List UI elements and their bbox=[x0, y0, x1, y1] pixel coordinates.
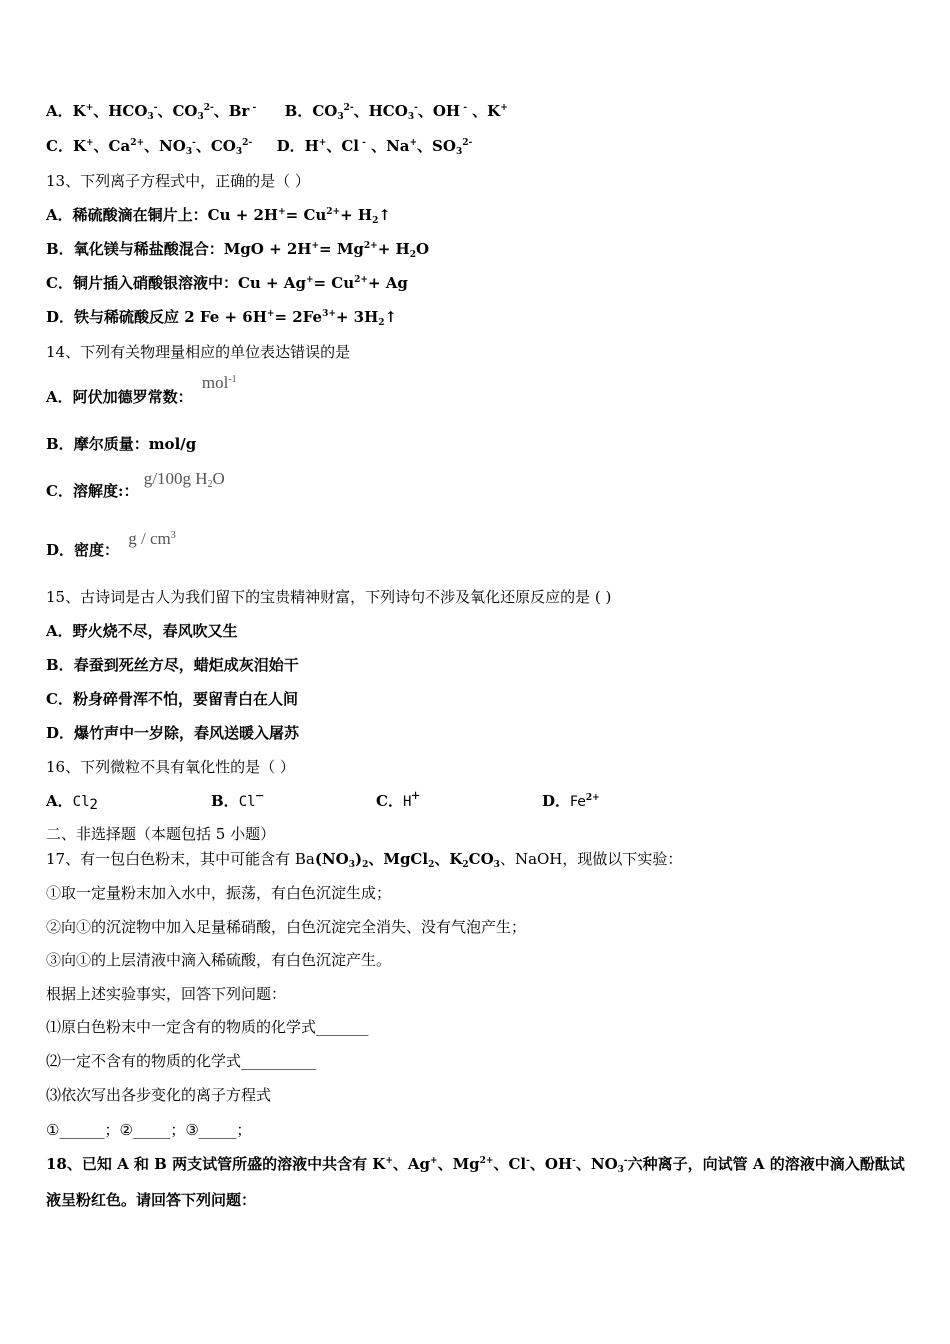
q17-answer-blank-2[interactable]: __________ bbox=[241, 1052, 317, 1070]
q17-answer-blank-step3[interactable]: _____ bbox=[198, 1121, 237, 1139]
q17-subquestion-2: ⑵一定不含有的物质的化学式__________ bbox=[46, 1052, 317, 1070]
q18-stem-line-1: 18、已知 A 和 B 两支试管所盛的溶液中共含有 K+、Ag+、$Mg^{2+}$、Cl-、OH-、$NO_3^-$六种离子，向试管 A 的溶液中滴入酚酞试 bbox=[46, 1155, 905, 1175]
q16-option-a[interactable]: A．$Cl_2$ bbox=[46, 792, 98, 813]
q15-stem: 15、古诗词是古人为我们留下的宝贵精神财富，下列诗句不涉及氧化还原反应的是 ( ) bbox=[46, 588, 612, 606]
q17-answer-blank-1[interactable]: _______ bbox=[316, 1018, 369, 1036]
q16-stem: 16、下列微粒不具有氧化性的是（ ） bbox=[46, 758, 295, 776]
q12-option-row-cd bbox=[46, 136, 472, 156]
q14-unit-d: g / $cm^3$ bbox=[128, 529, 176, 548]
q17-step-2: ②向①的沉淀物中加入足量稀硝酸，白色沉淀完全消失、没有气泡产生； bbox=[46, 918, 527, 936]
q17-step-1: ①取一定量粉末加入水中，振荡，有白色沉淀生成； bbox=[46, 884, 392, 902]
q15-option-a[interactable]: A．野火烧不尽，春风吹又生 bbox=[46, 622, 238, 640]
section-heading: 二、非选择题（本题包括 5 小题） bbox=[46, 825, 276, 843]
q14-stem: 14、下列有关物理量相应的单位表达错误的是 bbox=[46, 343, 351, 361]
q16-option-d[interactable]: D．$Fe^{2+}$ bbox=[542, 792, 600, 810]
q16-option-b[interactable]: B．Cl− bbox=[211, 788, 264, 810]
q17-subquestion-1: ⑴原白色粉末中一定含有的物质的化学式_______ bbox=[46, 1018, 369, 1036]
q12-option-d[interactable]: D．H+、Cl - 、Na+、$SO_3^{2-}$ bbox=[276, 137, 473, 157]
q16-option-c[interactable]: C．H+ bbox=[376, 788, 420, 810]
q15-option-c[interactable]: C．粉身碎骨浑不怕，要留青白在人间 bbox=[46, 690, 298, 708]
q17-answer-row: ①______；②_____；③_____； bbox=[46, 1121, 252, 1139]
q13-option-b[interactable]: B．氧化镁与稀盐酸混合：MgO + $2H^+= Mg^{2+}+ H_2O$ bbox=[46, 240, 430, 260]
q12-option-b[interactable]: B．$CO_3^{2-}$、$HCO_3^-$、OH - 、K+ bbox=[284, 102, 508, 122]
q14-option-b[interactable]: B．摩尔质量：mol/g bbox=[46, 435, 197, 453]
q14-option-d[interactable]: D．密度： g / $cm^3$ bbox=[46, 529, 176, 559]
q17-stem: 17、有一包白色粉末，其中可能含有 $Ba(NO_3)_2$、MgCl$_2$、$K_2CO_3$、NaOH，现做以下实验： bbox=[46, 850, 683, 870]
q14-option-a[interactable]: A．阿伏加德罗常数： mol$^{-1}$ bbox=[46, 373, 237, 406]
q14-option-c[interactable]: C．溶解度:： g/100g $H_2O$ bbox=[46, 469, 225, 500]
q12-option-row-ab bbox=[46, 101, 508, 121]
q17-subquestion-3: ⑶依次写出各步变化的离子方程式 bbox=[46, 1086, 272, 1104]
q13-stem: 13、下列离子方程式中，正确的是（ ） bbox=[46, 172, 310, 190]
q12-option-c[interactable]: C．K+、$Ca^{2+}$、$NO_3^-$、$CO_3^{2-}$ bbox=[46, 137, 253, 157]
q13-option-d[interactable]: D．铁与稀硫酸反应 2 $Fe + 6H^+= 2Fe^{3+}+$ $3H_2↑$ bbox=[46, 308, 398, 328]
q18-stem-line-2: 液呈粉红色。请回答下列问题： bbox=[46, 1191, 257, 1209]
q12-option-a[interactable]: A．K+、$HCO_3^-$、$CO_3^{2-}$、Br - bbox=[46, 102, 257, 122]
q13-option-a[interactable]: A．稀硫酸滴在铜片上：$Cu + 2H^+= Cu^{2+}+$ $H_2↑$ bbox=[46, 206, 391, 226]
q15-option-d[interactable]: D．爆竹声中一岁除，春风送暖入屠苏 bbox=[46, 724, 300, 742]
q14-unit-c: g/100g $H_2O$ bbox=[143, 469, 225, 490]
q17-answer-blank-step1[interactable]: ______ bbox=[59, 1121, 105, 1139]
q17-answer-blank-step2[interactable]: _____ bbox=[132, 1121, 171, 1139]
q15-option-b[interactable]: B．春蚕到死丝方尽，蜡炬成灰泪始干 bbox=[46, 656, 299, 674]
q17-prompt: 根据上述实验事实，回答下列问题： bbox=[46, 985, 287, 1003]
q16-options-row bbox=[46, 788, 926, 813]
q17-step-3: ③向①的上层清液中滴入稀硫酸，有白色沉淀产生。 bbox=[46, 951, 392, 969]
q14-unit-a: mol$^{-1}$ bbox=[201, 373, 237, 392]
q13-option-c[interactable]: C．铜片插入硝酸银溶液中：$Cu + Ag^+= Cu^{2+}+ Ag$ bbox=[46, 274, 408, 292]
